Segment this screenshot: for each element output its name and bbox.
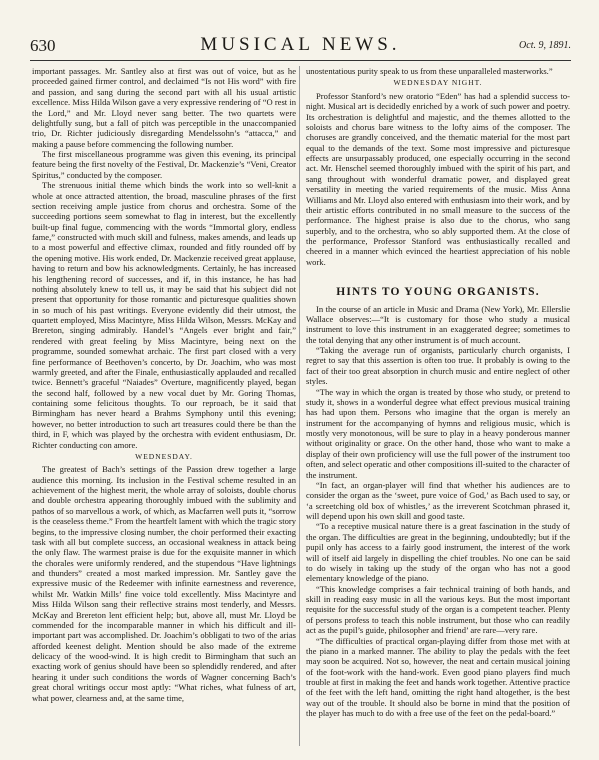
- paragraph: important passages. Mr. Santley also at first was out of voice, but as he proceeded gained firmer control, and declaimed “Is not His word” with fire and passion, and sang during the second part with all his usual artistic excellence. Miss Hilda Wilson gave a very expressive rendering of “O rest in the Lord,” and Mr. Lloyd never sang better. The two quartets were delightfully sung, but a fall of pitch was perceptible in the unaccompanied trio, Dr. Richter judiciously disregarding Mendelssohn’s “attacca,” and making a pause before commencing the following number.: [32, 66, 296, 149]
- paragraph: Professor Stanford’s new oratorio “Eden” has had a splendid success to-night. Musical art is decidedly enriched by a work of such power and poetry. Its orchestration is delightful and majestic, and the themes allotted to the soloists and chorus bare witness to the lofty aims of the composer. The choruses are grandly conceived, and the thematic material for the most part equal to the demands of the text. Some most impressive and picturesque effects are unsurpassably produced, one especially occurring in the second act. Mr. Henschel seemed thoroughly imbued with the spirit of his part, and sang throughout with wonderful dramatic power, and displayed great versatility in meeting the varied requirements of the music. Miss Anna Williams and Mr. Lloyd also entered with enthusiasm into their work, and by their artistic efforts contributed in no small measure to the success of the performance. The highest praise is also due to the chorus, who sang superbly, and to the orchestra, who so ably supported them. At the close of the performance, Professor Stanford was enthusiastically recalled and cheered in a manner which evinced the heartiest appreciation of his noble work.: [306, 90, 570, 267]
- paragraph: The first miscellaneous programme was given this evening, its principal feature being the first novelty of the Festival, Dr. Mackenzie’s “Veni, Creator Spiritus,” conducted by the composer.: [32, 149, 296, 180]
- paragraph: The greatest of Bach’s settings of the Passion drew together a large audience this morning. Its inclusion in the Festival scheme resulted in an achievement of the highest merit, the whole array of soloists, double chorus and double orchestra appearing thoroughly imbued with the sublimity and pathos of so marvellous a work, of which, as Macfarren well puts it, “sorrow is the ceaseless theme.” From the heartfelt lament with which the tragic story begins, to the impressive closing number, the choir performed their exacting task with all but complete success, an occasional weakness in attack being the only flaw. The warmest praise is due for the exquisite manner in which the chorales were uniformly rendered, and the stupendous “Have lightnings and thunders” created a most marked impression. Mr. Santley gave the expressive music of the Redeemer with infinite earnestness and reverence, whilst Mr. Watkin Mills’ fine voice told excellently. Miss Macintyre and Miss Hilda Wilson sang their reflective strains most tenderly, and Messrs. McKay and Brereton lent efficient help; but, above all, must Mr. Lloyd be commended for the incomparable manner in which his difficult and ill-important part was accomplished. Dr. Joachim’s obbligati to two of the arias afforded keenest delight. Mention should be also made of the extreme delicacy of the wood-wind. It is high credit to Birmingham that such an exacting work of genius should have been so splendidly rendered, and after hearing it under such conditions the words of Wagner concerning Bach’s great choral writings occur most aptly: “What riches, what fulness of art, what power, clearness and, at the same time,: [32, 464, 296, 703]
- masthead-title: MUSICAL NEWS.: [200, 34, 401, 55]
- article-title: HINTS TO YOUNG ORGANISTS.: [336, 286, 540, 299]
- section-heading: WEDNESDAY NIGHT.: [393, 78, 483, 88]
- page-header: [30, 34, 571, 62]
- page-number: 630: [30, 36, 56, 55]
- left-column: [32, 66, 296, 746]
- issue-date: Oct. 9, 1891.: [519, 40, 571, 51]
- paragraph: “In fact, an organ-player will find that whether his audiences are to consider the organ as the ‘sweet, pure voice of God,’ as Bach used to say, or ‘a screetching old box of whistles,’ as the irreverent Scotchman phrased it, will depend upon his own skill and good taste.: [306, 479, 570, 521]
- paragraph: “The way in which the organ is treated by those who study, or pretend to study it, shows in a wonderful degree what effect previous musical training has had upon them. Persons who imagine that the organ is merely an instrument for the accompanying of hymns and religious music, which is mostly very monotonous, will be sure to play in a heavy ponderous manner without originality or grace. On the other hand, those who want to make a display of their own proficiency will use the full power of the instrument too often, and select operatic and other compositions ill-suited to the character of the instrument.: [306, 386, 570, 480]
- paragraph: unostentatious purity speak to us from these unparalleled masterworks.”: [306, 66, 553, 76]
- paragraph: “Taking the average run of organists, particularly church organists, I regret to say that this assertion is often too true. It probably is owing to the fact of their too great absorption in church music and entire neglect of other styles.: [306, 345, 570, 387]
- paragraph: “This knowledge comprises a fair technical training of both hands, and skill in reading easy music in all the various keys. But the most important requisite for the successful study of the organ is a competent teacher. Plenty of persons profess to teach this noble instrument, but those who can readily act as the pupil’s guide, philosopher and friend’ are rare—very rare.: [306, 583, 570, 636]
- paragraph: The strenuous initial theme which binds the work into so well-knit a whole at once attracted attention, the broad, masculine phrases of the first section receiving ample justice from chorus and orchestra. Some of the succeeding portions seem somewhat to flag in interest, but the excellently built-up final fugue, commencing with the words “Immortal glory, endless fame,” constructed with much skill and fulness, makes amends, and leads up to a most powerful and effective climax, rounded and fitly rounded off by the opening motive. His work ended, Dr. Mackenzie received great applause, having to return and bow his acknowledgments. Certainly, he has increased his lengthening record of successes, and if, in this instance, he has had nothing absolutely knew to tell us, it may be said that his subject did not present that opportunity for those romantic and picturesque qualities shown in so much of his past writings. Everyone evidently did their utmost, the quartett employed, Miss Macintyre, Miss Hilda Wilson, Messrs. McKay and Brereton, singing admirably. Handel’s “Angels ever bright and fair,” rendered with great feeling by Miss Macintyre, being next on the programme, sounded somewhat archaic. The first part closed with a very fine performance of Beethoven’s concerto, by Dr. Joachim, who was most warmly greeted, and after the Finale, enthusiastically applauded and recalled twice. Bennett’s graceful “Naiades” Overture, magnificently played, began the second half, followed by a new vocal duet by Mr. Goring Thomas, containing some felicitous thoughts. To our reproach, be it said that Birmingham has never heard a Brahms Symphony until this evening; however, no better introduction to such art treasures could there be than the third, in F, which was played by the orchestra with evident enthusiasm, Dr. Richter conducting con amore.: [32, 180, 296, 450]
- paragraph: In the course of an article in Music and Drama (New York), Mr. Ellerslie Wallace observes:—“It is customary for those who study a musical instrument to love this instrument in an exaggerated degree; sometimes to the total denying that any other instrument is of much account.: [306, 303, 570, 345]
- right-column: [306, 66, 570, 746]
- header-rule: [30, 60, 571, 61]
- column-rule: [299, 66, 300, 746]
- paragraph: “To a receptive musical nature there is a great fascination in the study of the organ. The difficulties are great in the beginning, undoubtedly; but if the pupil only has access to a fairly good instrument, the interest of the work will of itself aid largely in dispelling the chief troubles. No one can be said to do wisely in taking up the study of the organ who has not a good elementary knowledge of the piano.: [306, 521, 570, 584]
- paragraph: “The difficulties of practical organ-playing differ from those met with at the piano in a marked manner. The ability to play the pedals with the feet may soon be acquired. Not so, however, the neat and certain musical joining of the foot-work with the hand-work. Even good piano players find much trouble at first in making the feet and hands work together. Attentive practice of the feet with the left hand, omitting the right hand altogether, is the best way out of the trouble. It should also be borne in mind that the position of the player has much to do with a free use of the feet on the pedal-board.”: [306, 635, 570, 719]
- section-heading: WEDNESDAY.: [135, 451, 193, 461]
